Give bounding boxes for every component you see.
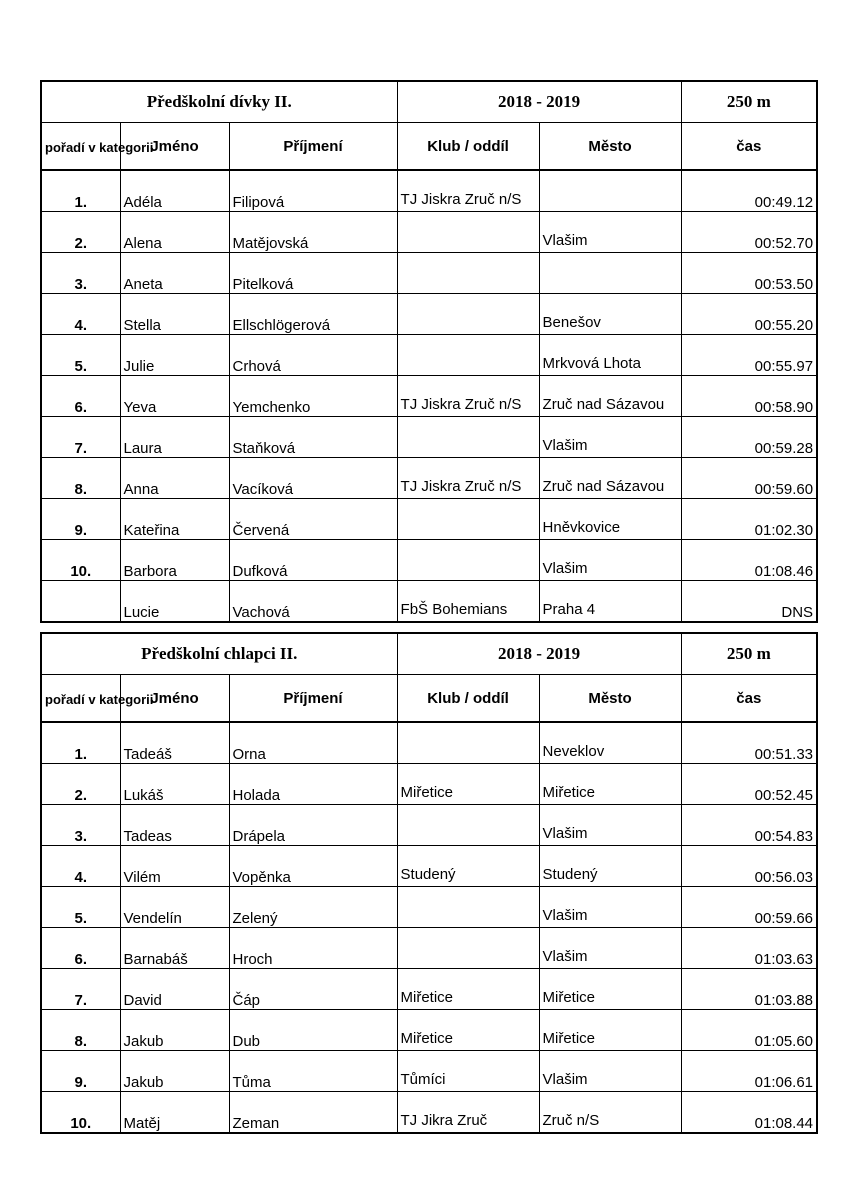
cell-time: 00:58.90 [681,376,817,417]
cell-rank: 1. [41,170,120,212]
cell-club: Miřetice [397,764,539,805]
cell-club: Miřetice [397,1010,539,1051]
table-row [41,846,817,887]
cell-club [397,212,539,253]
cell-rank: 9. [41,499,120,540]
cell-last-name: Vacíková [229,458,397,499]
cell-time: 01:06.61 [681,1051,817,1092]
table-row [41,212,817,253]
cell-last-name: Matějovská [229,212,397,253]
cell-rank: 8. [41,1010,120,1051]
table-row [41,170,817,212]
birth-years: 2018 - 2019 [397,81,681,123]
cell-city: Praha 4 [539,581,681,623]
cell-last-name: Yemchenko [229,376,397,417]
cell-rank: 5. [41,887,120,928]
cell-city: Vlašim [539,417,681,458]
cell-city: Benešov [539,294,681,335]
cell-club: Tůmíci [397,1051,539,1092]
cell-club [397,294,539,335]
cell-first-name: Julie [120,335,229,376]
cell-time: 01:03.63 [681,928,817,969]
cell-first-name: Lukáš [120,764,229,805]
cell-first-name: Laura [120,417,229,458]
cell-time: 00:54.83 [681,805,817,846]
header-city: Město [539,123,681,171]
cell-last-name: Crhová [229,335,397,376]
cell-time: 00:52.70 [681,212,817,253]
cell-time: 01:08.44 [681,1092,817,1134]
table-row [41,1092,817,1134]
cell-first-name: Barnabáš [120,928,229,969]
cell-city: Vlašim [539,928,681,969]
cell-rank: 3. [41,253,120,294]
cell-rank: 9. [41,1051,120,1092]
table-row [41,805,817,846]
header-rank: pořadí v kategorii [41,675,120,723]
cell-rank: 10. [41,540,120,581]
cell-rank: 8. [41,458,120,499]
birth-years: 2018 - 2019 [397,633,681,675]
cell-city: Vlašim [539,887,681,928]
column-header-row [41,123,817,171]
table-row [41,253,817,294]
category-title: Předškolní dívky II. [41,81,397,123]
cell-last-name: Čáp [229,969,397,1010]
results-table-girls [40,80,818,623]
cell-time: DNS [681,581,817,623]
cell-first-name: Matěj [120,1092,229,1134]
cell-city: Zruč nad Sázavou [539,376,681,417]
cell-last-name: Pitelková [229,253,397,294]
table-row [41,887,817,928]
table-title-row [41,633,817,675]
cell-last-name: Drápela [229,805,397,846]
cell-club: Studený [397,846,539,887]
cell-city: Mrkvová Lhota [539,335,681,376]
cell-club: Miřetice [397,969,539,1010]
cell-first-name: Tadeas [120,805,229,846]
cell-time: 01:08.46 [681,540,817,581]
table-row [41,376,817,417]
cell-time: 00:53.50 [681,253,817,294]
cell-time: 00:59.66 [681,887,817,928]
cell-first-name: Yeva [120,376,229,417]
table-row [41,335,817,376]
cell-city: Miřetice [539,764,681,805]
header-time: čas [681,675,817,723]
cell-club [397,253,539,294]
cell-club: FbŠ Bohemians [397,581,539,623]
cell-rank: 10. [41,1092,120,1134]
cell-time: 00:51.33 [681,722,817,764]
cell-first-name: Vendelín [120,887,229,928]
cell-time: 01:02.30 [681,499,817,540]
cell-last-name: Hroch [229,928,397,969]
cell-rank: 6. [41,928,120,969]
header-first-name: Jméno [120,675,229,723]
cell-first-name: Aneta [120,253,229,294]
cell-first-name: Kateřina [120,499,229,540]
cell-last-name: Vopěnka [229,846,397,887]
table-row [41,417,817,458]
cell-city: Miřetice [539,969,681,1010]
header-rank: pořadí v kategorii [41,123,120,171]
cell-city: Miřetice [539,1010,681,1051]
cell-city: Hněvkovice [539,499,681,540]
cell-club [397,805,539,846]
cell-club: TJ Jiskra Zruč n/S [397,376,539,417]
column-header-row [41,675,817,723]
cell-time: 00:59.28 [681,417,817,458]
cell-first-name: Jakub [120,1051,229,1092]
cell-city: Vlašim [539,212,681,253]
table-row [41,458,817,499]
cell-first-name: Alena [120,212,229,253]
header-club: Klub / oddíl [397,675,539,723]
cell-rank: 2. [41,764,120,805]
cell-club [397,540,539,581]
cell-city: Studený [539,846,681,887]
cell-first-name: Barbora [120,540,229,581]
cell-club [397,887,539,928]
table-title-row [41,81,817,123]
cell-city: Neveklov [539,722,681,764]
header-last-name: Příjmení [229,123,397,171]
cell-time: 00:56.03 [681,846,817,887]
table-row [41,540,817,581]
cell-city: Vlašim [539,1051,681,1092]
cell-time: 00:55.20 [681,294,817,335]
header-first-name: Jméno [120,123,229,171]
cell-city [539,253,681,294]
cell-club: TJ Jikra Zruč [397,1092,539,1134]
cell-time: 01:03.88 [681,969,817,1010]
table-row [41,722,817,764]
header-city: Město [539,675,681,723]
cell-rank: 3. [41,805,120,846]
cell-club: TJ Jiskra Zruč n/S [397,458,539,499]
table-row [41,1051,817,1092]
cell-first-name: David [120,969,229,1010]
cell-time: 00:52.45 [681,764,817,805]
cell-last-name: Ellschlögerová [229,294,397,335]
cell-city: Vlašim [539,540,681,581]
cell-first-name: Adéla [120,170,229,212]
cell-last-name: Filipová [229,170,397,212]
cell-rank: 4. [41,846,120,887]
cell-first-name: Stella [120,294,229,335]
cell-rank: 7. [41,969,120,1010]
cell-club [397,928,539,969]
cell-first-name: Lucie [120,581,229,623]
cell-last-name: Tůma [229,1051,397,1092]
cell-club [397,417,539,458]
cell-city: Zruč nad Sázavou [539,458,681,499]
cell-first-name: Vilém [120,846,229,887]
table-row [41,928,817,969]
table-row [41,969,817,1010]
cell-rank: 7. [41,417,120,458]
cell-last-name: Zelený [229,887,397,928]
cell-first-name: Tadeáš [120,722,229,764]
category-title: Předškolní chlapci II. [41,633,397,675]
table-row [41,764,817,805]
cell-club [397,722,539,764]
cell-time: 00:49.12 [681,170,817,212]
distance: 250 m [681,633,817,675]
cell-last-name: Holada [229,764,397,805]
header-club: Klub / oddíl [397,123,539,171]
cell-last-name: Vachová [229,581,397,623]
cell-first-name: Jakub [120,1010,229,1051]
cell-rank: 5. [41,335,120,376]
header-time: čas [681,123,817,171]
cell-club [397,499,539,540]
cell-last-name: Dub [229,1010,397,1051]
cell-rank: 4. [41,294,120,335]
cell-rank: 1. [41,722,120,764]
cell-last-name: Orna [229,722,397,764]
table-row [41,294,817,335]
cell-time: 01:05.60 [681,1010,817,1051]
cell-last-name: Staňková [229,417,397,458]
cell-club: TJ Jiskra Zruč n/S [397,170,539,212]
cell-city: Zruč n/S [539,1092,681,1134]
table-row [41,1010,817,1051]
cell-time: 00:59.60 [681,458,817,499]
header-last-name: Příjmení [229,675,397,723]
cell-first-name: Anna [120,458,229,499]
cell-city: Vlašim [539,805,681,846]
cell-last-name: Dufková [229,540,397,581]
cell-rank: 2. [41,212,120,253]
cell-time: 00:55.97 [681,335,817,376]
cell-last-name: Červená [229,499,397,540]
cell-club [397,335,539,376]
cell-city [539,170,681,212]
table-row [41,581,817,623]
distance: 250 m [681,81,817,123]
cell-rank: 6. [41,376,120,417]
cell-last-name: Zeman [229,1092,397,1134]
table-row [41,499,817,540]
cell-rank [41,581,120,623]
results-table-boys [40,632,818,1134]
